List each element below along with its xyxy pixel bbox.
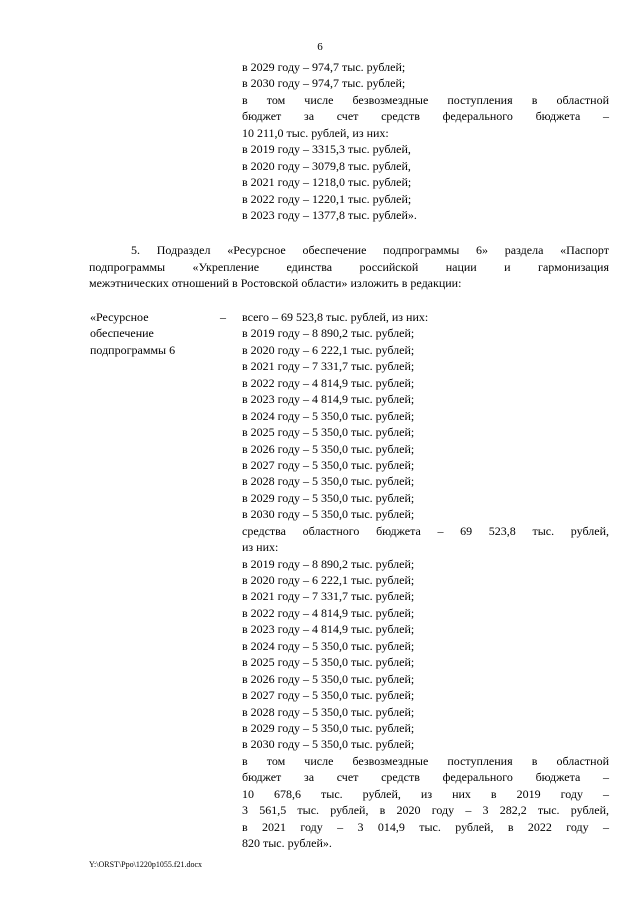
text-line: в 2022 году – 4 814,9 тыс. рублей; (242, 605, 415, 620)
text-line: в 2020 году – 6 222,1 тыс. рублей; (242, 573, 415, 587)
text-line: в 2022 году – 4 814,9 тыс. рублей; (242, 375, 415, 390)
text-line: в 2027 году – 5 350,0 тыс. рублей; (242, 457, 415, 472)
text-line: в 2028 году – 5 350,0 тыс. рублей; (242, 704, 415, 719)
text-line: в 2021 году – 7 331,7 тыс. рублей; (242, 589, 415, 604)
text-line: в том числе безвозмездные поступления в областной (242, 753, 609, 768)
text-line: в 2023 году – 4 814,9 тыс. рублей; (242, 392, 415, 407)
text-line: бюджет за счет средств федерального бюджета – (242, 109, 609, 124)
text-line: 10 678,6 тыс. рублей, из них в 2019 году – (242, 786, 609, 801)
label-dash: – (220, 310, 226, 324)
text-line: в 2029 году – 5 350,0 тыс. рублей; (242, 490, 415, 505)
file-path-footer: Y:\ORST\Ppo\1220p1055.f21.docx (89, 860, 203, 869)
resource-values (242, 309, 609, 851)
text-line: 820 тыс. рублей». (242, 836, 332, 850)
resource-label (90, 309, 230, 358)
text-line: подпрограммы «Укрепление единства российской нации и гармонизация (89, 259, 609, 274)
text-line: в 2022 году – 1220,1 тыс. рублей; (242, 191, 412, 206)
text-line: в 2026 году – 5 350,0 тыс. рублей; (242, 671, 415, 686)
text-line: в 2021 году – 3 014,9 тыс. рублей, в 2022 году – (242, 819, 609, 834)
text-line: из них: (242, 540, 279, 555)
text-line: в 2030 году – 974,7 тыс. рублей; (242, 76, 406, 91)
text-line: в 2025 году – 5 350,0 тыс. рублей; (242, 425, 415, 440)
text-line: в 2019 году – 3315,3 тыс. рублей, (242, 142, 411, 157)
text-line: в 2021 году – 1218,0 тыс. рублей; (242, 175, 412, 190)
paragraph-5 (89, 242, 609, 292)
page-number: 6 (317, 41, 323, 53)
text-line: в 2030 году – 5 350,0 тыс. рублей; (242, 507, 415, 522)
text-line: всего – 69 523,8 тыс. рублей, из них: (242, 310, 429, 324)
text-line: в 2024 году – 5 350,0 тыс. рублей; (242, 408, 415, 423)
label-line: обеспечение (90, 326, 154, 341)
label-line: подпрограммы 6 (90, 342, 176, 357)
text-line: 10 211,0 тыс. рублей, из них: (242, 125, 389, 140)
text-line: в 2019 году – 8 890,2 тыс. рублей; (242, 556, 415, 571)
text-line: в том числе безвозмездные поступления в областной (242, 92, 609, 107)
previous-section-tail (242, 59, 609, 223)
text-line: в 2019 году – 8 890,2 тыс. рублей; (242, 326, 415, 341)
text-line: в 2023 году – 1377,8 тыс. рублей». (242, 207, 417, 222)
text-line: в 2029 году – 5 350,0 тыс. рублей; (242, 720, 415, 735)
text-line: в 2020 году – 3079,8 тыс. рублей, (242, 158, 411, 173)
text-line: в 2025 году – 5 350,0 тыс. рублей; (242, 655, 415, 670)
text-line: межэтнических отношений в Ростовской области» изложить в редакции: (89, 276, 462, 291)
text-line: 3 561,5 тыс. рублей, в 2020 году – 3 282,2 тыс. рублей, (242, 803, 609, 818)
text-line: в 2027 году – 5 350,0 тыс. рублей; (242, 688, 415, 703)
text-line: в 2021 году – 7 331,7 тыс. рублей; (242, 359, 415, 374)
text-line: в 2024 году – 5 350,0 тыс. рублей; (242, 638, 415, 653)
text-line: в 2023 году – 4 814,9 тыс. рублей; (242, 622, 415, 637)
text-line: в 2029 году – 974,7 тыс. рублей; (242, 60, 406, 74)
text-line: средства областного бюджета – 69 523,8 тыс. рублей, (242, 523, 609, 538)
text-line: бюджет за счет средств федерального бюджета – (242, 770, 609, 785)
text-line: в 2030 году – 5 350,0 тыс. рублей; (242, 737, 415, 752)
label-line: «Ресурсное (90, 310, 149, 324)
text-line: в 2026 году – 5 350,0 тыс. рублей; (242, 441, 415, 456)
text-line: 5. Подраздел «Ресурсное обеспечение подпрограммы 6» раздела «Паспорт (131, 243, 609, 257)
text-line: в 2020 году – 6 222,1 тыс. рублей; (242, 342, 415, 357)
text-line: в 2028 году – 5 350,0 тыс. рублей; (242, 474, 415, 489)
